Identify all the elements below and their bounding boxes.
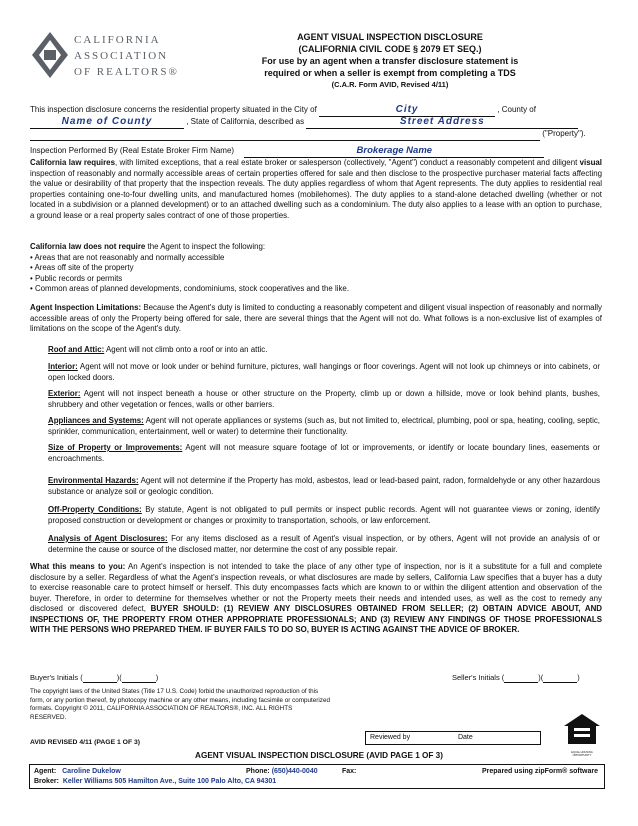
not-required-text: the Agent to inspect the following: bbox=[145, 242, 266, 251]
broker-value: Brokerage Name bbox=[356, 145, 433, 156]
item-text: Agent will not inspect beneath a house or other structure on the Property, climb up or down a hillside, move or look behind plants, bushes, shrubbery and other vegetation or fences, walls or other barriers. bbox=[48, 389, 600, 409]
agent-value: Caroline Dukelow bbox=[62, 768, 121, 775]
item-text: Agent will not move or look under or behind furniture, pictures, wall hangings or floor coverings. Agent will not look up chimneys or into cabinets, or open locked doors. bbox=[48, 362, 600, 382]
footer-title: AGENT VISUAL INSPECTION DISCLOSURE (AVID PAGE 1 OF 3) bbox=[195, 751, 443, 760]
fax-label: Fax: bbox=[342, 768, 357, 775]
buyer-initials-field-2[interactable] bbox=[122, 673, 156, 683]
form-title: AGENT VISUAL INSPECTION DISCLOSURE bbox=[297, 32, 483, 42]
reviewed-date-field[interactable] bbox=[475, 732, 515, 745]
item-text: By statute, Agent is not obligated to pull permits or inspect public records. Agent will not guarantee views or zoning, identify proposed construction or development or changes or proximity to transportation, schools, or law enforcement. bbox=[48, 505, 600, 525]
copyright-notice: The copyright laws of the United States (Title 17 U.S. Code) forbid the unauthorized reproduction of this form, or any portion thereof, by photocopy machine or any other means, including facsimile or computerized formats. Copyright © 2011, CALIFORNIA ASSOCIATION OF REALTORS®, INC. ALL RIGHTS RESERVED. bbox=[30, 688, 330, 721]
form-header bbox=[180, 31, 600, 91]
limitations-paragraph bbox=[30, 303, 602, 335]
performed-line bbox=[30, 145, 605, 158]
form-line4: required or when a seller is exempt from completing a TDS bbox=[264, 68, 516, 78]
equal-housing-logo bbox=[562, 712, 602, 756]
broker-field[interactable] bbox=[244, 145, 544, 158]
footer-broker-value: Keller Williams 505 Hamilton Ave., Suite 100 Palo Alto, CA 94301 bbox=[62, 778, 277, 785]
item-text: Agent will not determine if the Property has mold, asbestos, lead or lead-based paint, radon, formaldehyde or any other hazardous substance or analyze soil or geologic condition. bbox=[48, 476, 601, 496]
item-off-property bbox=[48, 505, 600, 526]
law-text-2: inspection of reasonably and normally accessible areas of certain properties offered for sale and then disclose to the prospective purchaser material facts affecting the value or desirability of that property that the inspection reveals. The duty applies regardless of whom that Agent represents. The duty applies to residential real properties containing one-to-four dwelling units, and manufactured homes (mobilehomes). The duty applies to a stand-alone detached dwelling (whether or not located in a subdivision or a planned development) or to an attached dwelling such as a condominium. The duty also applies to a lease with an option to purchase, a ground lease or a real property sales contract of one of those properties. bbox=[30, 168, 602, 220]
form-subtitle: (CALIFORNIA CIVIL CODE § 2079 ET SEQ.) bbox=[298, 44, 482, 54]
state-label: , State of California, described as bbox=[186, 117, 305, 126]
list-item: • Areas off site of the property bbox=[30, 263, 602, 274]
broker-label: Broker: bbox=[34, 778, 59, 785]
form-line3: For use by an agent when a transfer disclosure statement is bbox=[261, 56, 519, 66]
agent-label: Agent: bbox=[34, 768, 57, 775]
list-item: • Common areas of planned developments, condominiums, stock cooperatives and the like. bbox=[30, 284, 602, 295]
reviewed-box bbox=[365, 731, 541, 745]
footer-phone bbox=[246, 767, 318, 777]
logo-line1: CALIFORNIA bbox=[74, 34, 161, 46]
item-label: Exterior: bbox=[48, 389, 81, 398]
footer-agent bbox=[34, 767, 121, 777]
item-label: Environmental Hazards: bbox=[48, 476, 139, 485]
law-requires-paragraph bbox=[30, 158, 602, 221]
logo-diamond-icon bbox=[30, 30, 70, 80]
buyer-initials-field-1[interactable] bbox=[83, 673, 117, 683]
law-visual: visual bbox=[579, 158, 602, 167]
equal-housing-text: EQUAL HOUSING OPPORTUNITY bbox=[571, 751, 593, 757]
form-number: (C.A.R. Form AVID, Revised 4/11) bbox=[331, 80, 449, 89]
limitations-text: Because the Agent's duty is limited to conducting a reasonably competent and diligent visual inspection of reasonably and normally accessible areas of only the Property being offered for sale, there are several things that the Agent will not do. What follows is a non-exclusive list of examples of limitations on the scope of the Agent's duty. bbox=[30, 303, 602, 333]
not-required-section bbox=[30, 242, 602, 295]
means-text: An Agent's inspection is not intended to take the place of any other type of inspection, nor is it a substitute for a full and complete disclosure by a seller. Regardless of what the Agent's inspection reveals, or what disclosures are made by sellers, California Law specifies that a buyer has a duty to exercise reasonable care to protect himself or herself. This duty encompasses facts which are known to or within the diligent attention and observation of the buyer. Therefore, in order to determine for themselves whether or not the Property meets their needs and intended uses, as well as the cost to remedy any disclosed or discovered defect, bbox=[30, 562, 602, 613]
item-label: Off-Property Conditions: bbox=[48, 505, 142, 514]
footer-box bbox=[29, 764, 605, 789]
footer-broker bbox=[34, 777, 276, 787]
buyer-initials: Buyer's Initials ( )( ) bbox=[30, 673, 159, 682]
address-value: Street Address bbox=[399, 116, 485, 127]
means-bold: BUYER SHOULD: (1) REVIEW ANY DISCLOSURES OBTAINED FROM SELLER; (2) OBTAIN ADVICE ABOUT, AND INSPECTIONS OF, THE PROPERTY FROM OTHER APPROPRIATE PROFESSIONALS; AND (3) REVIEW ANY FINDINGS OF THOSE PROFESSIONALS WITH THE PERSONS WHO PREPARED THEM. IF BUYER FAILS TO DO SO, BUYER IS ACTING AGAINST THE ADVICE OF BROKER. bbox=[30, 604, 602, 634]
means-paragraph bbox=[30, 562, 602, 636]
item-text: For any items disclosed as a result of Agent's visual inspection, or by others, Agent will not provide an analysis of or determine the cause or source of the disclosed matter, nor determine the cost of any possible repair. bbox=[48, 534, 601, 554]
property-line-3 bbox=[30, 128, 605, 141]
item-exterior bbox=[48, 389, 600, 410]
law-requires-lead: California law requires bbox=[30, 158, 115, 167]
logo-line2: ASSOCIATION bbox=[74, 50, 169, 62]
limitations-lead: Agent Inspection Limitations: bbox=[30, 303, 142, 312]
reviewed-by-field[interactable] bbox=[412, 732, 456, 745]
item-text: Agent will not climb onto a roof or into an attic. bbox=[104, 345, 268, 354]
item-text: Agent will not operate appliances or systems (such as, but not limited to, electrical, plumbing, pool or spa, heating, cooling, septic, sprinkler, communication, entertainment, well or water) to determine their functionality. bbox=[48, 416, 600, 436]
county-value: Name of County bbox=[61, 116, 153, 127]
seller-initials: Seller's Initials ( )( ) bbox=[452, 673, 580, 682]
car-logo bbox=[30, 30, 190, 85]
item-analysis bbox=[48, 534, 600, 555]
not-required-lead: California law does not require bbox=[30, 242, 146, 251]
buyer-initials-label: Buyer's Initials ( bbox=[30, 673, 83, 682]
city-value: City bbox=[395, 104, 419, 115]
item-label: Analysis of Agent Disclosures: bbox=[48, 534, 168, 543]
phone-label: Phone: bbox=[246, 768, 270, 775]
logo-line3: OF REALTORS® bbox=[74, 66, 179, 78]
reviewed-by-label: Reviewed by bbox=[370, 734, 411, 741]
item-label: Interior: bbox=[48, 362, 78, 371]
item-environmental bbox=[48, 476, 600, 497]
law-text-1: , with limited exceptions, that a real estate broker or salesperson (collectively, "Agent") conduct a reasonably competent and diligent bbox=[114, 158, 580, 167]
item-label: Appliances and Systems: bbox=[48, 416, 144, 425]
item-label: Size of Property or Improvements: bbox=[48, 443, 183, 452]
property-intro: This inspection disclosure concerns the residential property situated in the City of bbox=[30, 105, 317, 114]
seller-initials-field-2[interactable] bbox=[543, 673, 577, 683]
item-size bbox=[48, 443, 600, 464]
means-lead: What this means to you: bbox=[30, 562, 126, 571]
item-interior bbox=[48, 362, 600, 383]
reviewed-date-label: Date bbox=[457, 734, 473, 741]
county-label: , County of bbox=[497, 105, 536, 114]
description-field[interactable] bbox=[30, 128, 540, 141]
phone-value: (650)440-0040 bbox=[271, 768, 318, 775]
performed-label: Inspection Performed By (Real Estate Broker Firm Name) bbox=[30, 146, 235, 155]
seller-initials-label: Seller's Initials ( bbox=[452, 673, 505, 682]
property-label: ("Property"). bbox=[542, 129, 586, 138]
list-item: • Areas that are not reasonably and normally accessible bbox=[30, 253, 602, 264]
prepared-label: Prepared using zipForm® software bbox=[481, 768, 598, 775]
equal-housing-icon bbox=[562, 712, 602, 746]
seller-initials-field-1[interactable] bbox=[504, 673, 538, 683]
item-text: Agent will not measure square footage of lot or improvements, or identify or locate boundary lines, easements or encroachments. bbox=[48, 443, 600, 463]
list-item: • Public records or permits bbox=[30, 274, 602, 285]
item-roof-attic bbox=[48, 345, 600, 356]
item-label: Roof and Attic: bbox=[48, 345, 105, 354]
revised-label: AVID REVISED 4/11 (PAGE 1 OF 3) bbox=[30, 739, 141, 746]
item-appliances bbox=[48, 416, 600, 437]
